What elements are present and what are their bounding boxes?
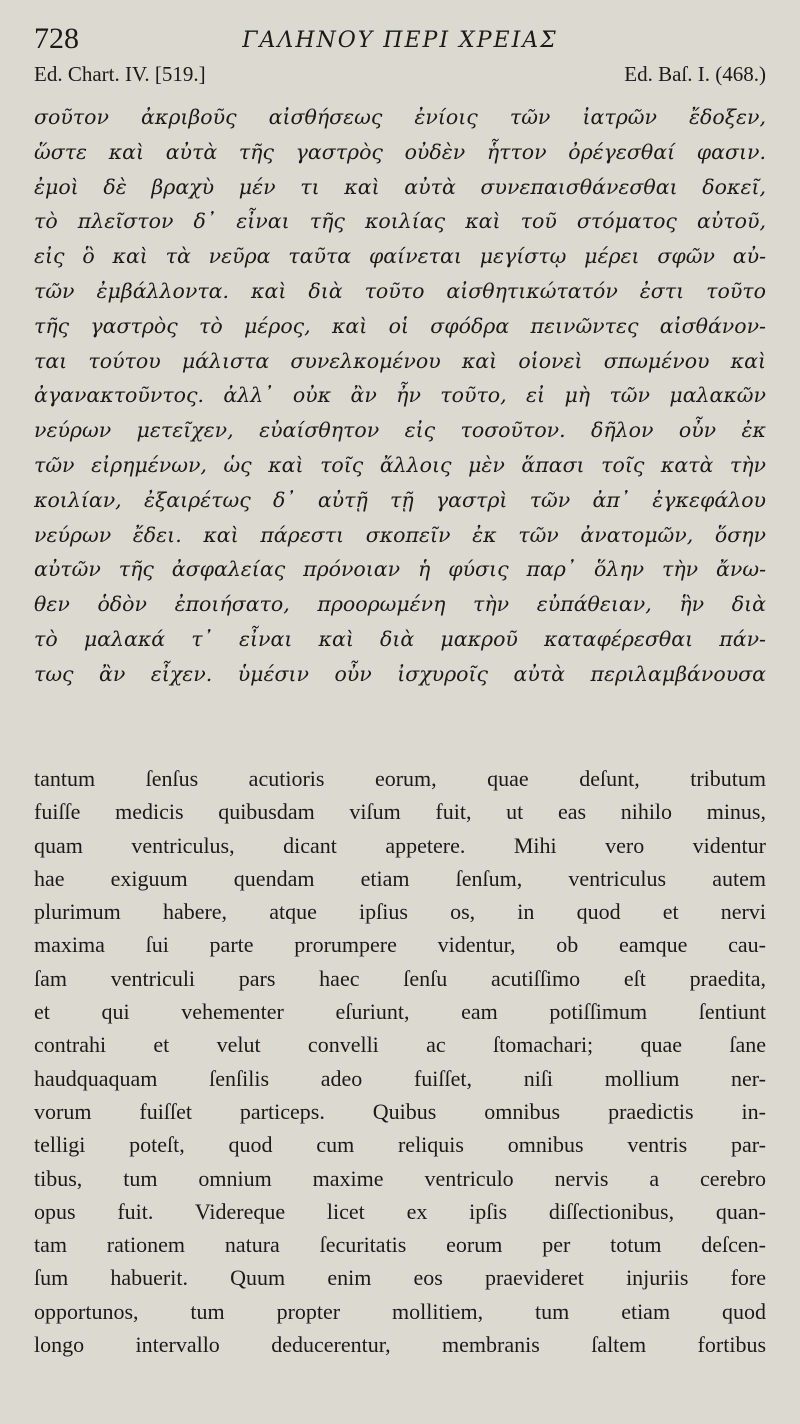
greek-text-line: ἀγανακτοῦντος. ἀλλ᾽ οὐκ ἂν ἦν τοῦτο, εἰ μὴ τῶν μαλακῶν — [34, 383, 766, 408]
greek-text-block — [34, 100, 766, 692]
latin-text-line: haudquaquam ſenſilis adeo fuiſſet, niſi mollium ner- — [34, 1065, 766, 1091]
latin-text-line: tam rationem natura ſecuritatis eorum per totum deſcen- — [34, 1232, 766, 1258]
greek-text-line: θεν ὁδὸν ἐποιήσατο, προορωμένη τὴν εὐπάθειαν, ἣν διὰ — [34, 592, 766, 617]
greek-text-line: τὸ πλεῖστον δ᾽ εἶναι τῆς κοιλίας καὶ τοῦ στόματος αὐτοῦ, — [34, 209, 766, 234]
latin-text-line: maxima ſui parte prorumpere videntur, ob eamque cau- — [34, 932, 766, 958]
edition-basel-reference: Ed. Baſ. I. (468.) — [624, 62, 766, 86]
greek-text-line: ἐμοὶ δὲ βραχὺ μέν τι καὶ αὐτὰ συνεπαισθάνεσθαι δοκεῖ, — [34, 174, 766, 199]
greek-text-line: ὥστε καὶ αὐτὰ τῆς γαστρὸς οὐδὲν ἧττον ὀρέγεσθαί φασιν. — [34, 139, 766, 164]
latin-text-line: tantum ſenſus acutioris eorum, quae deſunt, tributum — [34, 766, 766, 791]
latin-text-line: contrahi et velut convelli ac ſtomachari; quae ſane — [34, 1032, 766, 1058]
greek-text-line: αὐτῶν τῆς ἀσφαλείας πρόνοιαν ἡ φύσις παρ᾽ ὅλην τὴν ἄνω- — [34, 557, 766, 582]
running-title: ΓΑΛΗΝΟΥ ΠΕΡΙ ΧΡΕΙΑΣ — [242, 28, 558, 53]
latin-text-line: hae exiguum quendam etiam ſenſum, ventriculus autem — [34, 865, 766, 891]
greek-text-line: σοῦτον ἀκριβοῦς αἰσθήσεως ἐνίοις τῶν ἰατρῶν ἔδοξεν, — [34, 105, 766, 129]
page-header — [34, 18, 766, 58]
greek-text-line: τως ἂν εἶχεν. ὑμέσιν οὖν ἰσχυροῖς αὐτὰ περιλαμβάνουσα — [34, 661, 766, 686]
latin-text-line: fuiſſe medicis quibusdam viſum fuit, ut eas nihilo minus, — [34, 799, 766, 825]
greek-text-line: εἰς ὃ καὶ τὰ νεῦρα ταῦτα φαίνεται μεγίστῳ μέρει σφῶν αὐ- — [34, 244, 766, 269]
greek-text-line: τῶν εἰρημένων, ὡς καὶ τοῖς ἄλλοις μὲν ἅπασι τοῖς κατὰ τὴν — [34, 452, 766, 477]
edition-reference-line — [34, 62, 766, 92]
edition-chart-reference: Ed. Chart. IV. [519.] — [34, 62, 206, 86]
latin-text-line: et qui vehementer eſuriunt, eam potiſſimum ſentiunt — [34, 999, 766, 1025]
latin-text-line: opus fuit. Videreque licet ex ipſis diſſectionibus, quan- — [34, 1198, 766, 1224]
greek-text-line: ται τούτου μάλιστα συνελκομένου καὶ οἱονεὶ σπωμένου καὶ — [34, 348, 766, 373]
latin-text-line: opportunos, tum propter mollitiem, tum etiam quod — [34, 1298, 766, 1324]
latin-text-line: ſam ventriculi pars haec ſenſu acutiſſimo eſt praedita, — [34, 965, 766, 991]
latin-text-line: longo intervallo deducerentur, membranis ſaltem fortibus — [34, 1332, 766, 1358]
latin-text-block — [34, 762, 766, 1361]
greek-text-line: τῆς γαστρὸς τὸ μέρος, καὶ οἱ σφόδρα πεινῶντες αἰσθάνον- — [34, 313, 766, 338]
latin-text-line: ſum habuerit. Quum enim eos praevideret injuriis fore — [34, 1265, 766, 1291]
greek-text-line: νεύρων ἔδει. καὶ πάρεστι σκοπεῖν ἐκ τῶν ἀνατομῶν, ὅσην — [34, 522, 766, 547]
latin-text-line: quam ventriculus, dicant appetere. Mihi vero videntur — [34, 832, 766, 858]
latin-text-line: tibus, tum omnium maxime ventriculo nervis a cerebro — [34, 1165, 766, 1191]
latin-text-line: plurimum habere, atque ipſius os, in quod et nervi — [34, 899, 766, 925]
page-number: 728 — [34, 22, 79, 55]
latin-text-line: telligi poteſt, quod cum reliquis omnibus ventris par- — [34, 1132, 766, 1158]
greek-text-line: τὸ μαλακά τ᾽ εἶναι καὶ διὰ μακροῦ καταφέρεσθαι πάν- — [34, 626, 766, 651]
latin-text-line: vorum fuiſſet particeps. Quibus omnibus praedictis in- — [34, 1098, 766, 1124]
greek-text-line: νεύρων μετεῖχεν, εὐαίσθητον εἰς τοσοῦτον. δῆλον οὖν ἐκ — [34, 418, 766, 443]
greek-text-line: κοιλίαν, ἐξαιρέτως δ᾽ αὐτῇ τῇ γαστρὶ τῶν ἀπ᾽ ἐγκεφάλου — [34, 487, 766, 512]
greek-text-line: τῶν ἐμβάλλοντα. καὶ διὰ τοῦτο αἰσθητικώτατόν ἐστι τοῦτο — [34, 278, 766, 303]
